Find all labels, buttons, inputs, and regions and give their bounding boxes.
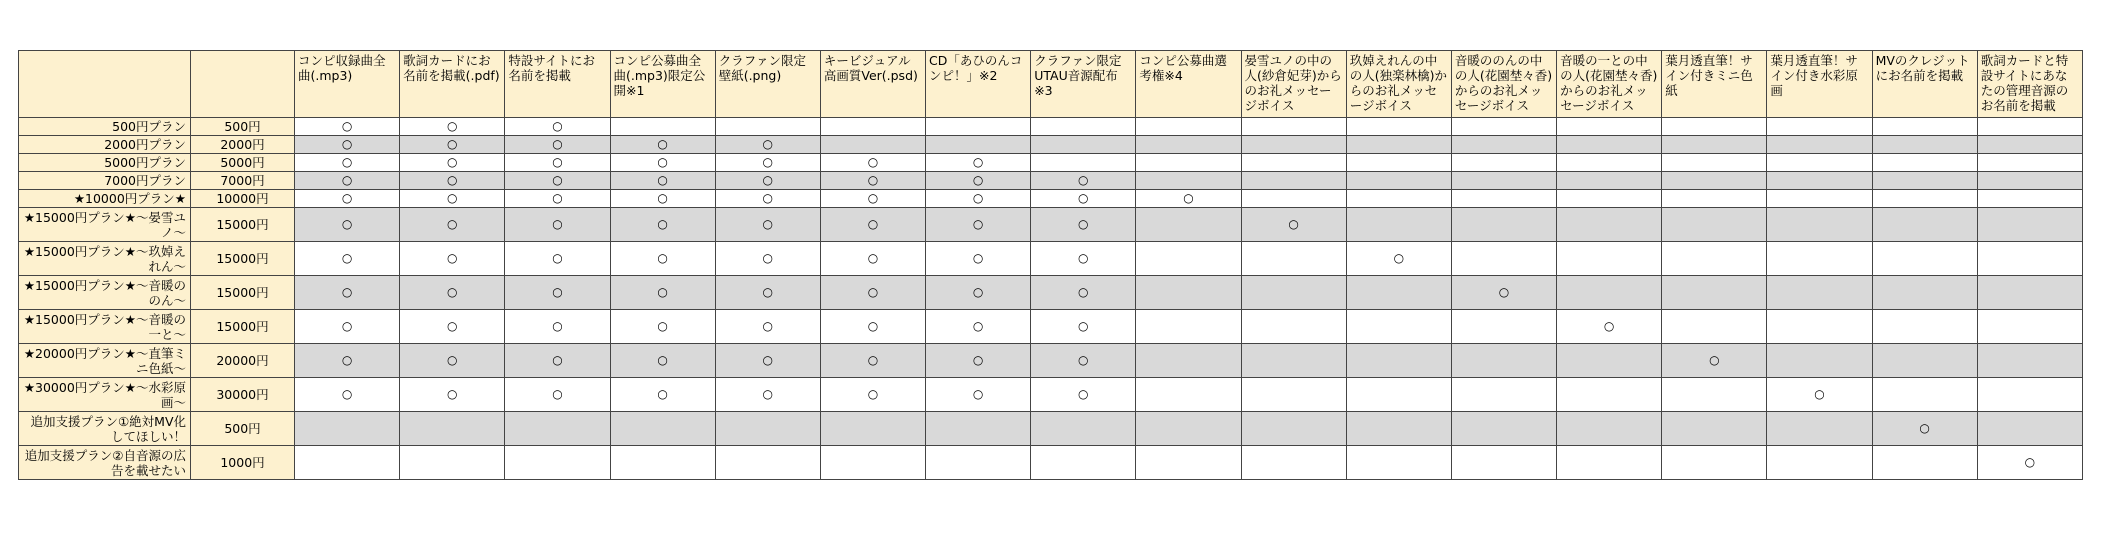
empty-cell (1557, 446, 1662, 480)
empty-cell (1662, 446, 1767, 480)
plan-price-cell: 2000円 (191, 136, 295, 154)
empty-cell (1872, 190, 1977, 208)
empty-cell (1872, 154, 1977, 172)
included-mark: ○ (505, 310, 610, 344)
empty-cell (1557, 242, 1662, 276)
empty-cell (400, 446, 505, 480)
empty-cell (1557, 190, 1662, 208)
empty-cell (1346, 446, 1451, 480)
plan-name-cell: ★15000円プラン★～音暖の一と～ (19, 310, 191, 344)
empty-cell (1136, 446, 1241, 480)
included-mark: ○ (715, 276, 820, 310)
included-mark: ○ (295, 276, 400, 310)
empty-cell (1872, 172, 1977, 190)
empty-cell (1557, 276, 1662, 310)
empty-cell (1346, 412, 1451, 446)
column-header: CD「あひのんコンピ！」※2 (926, 51, 1031, 118)
column-header: 玖婥えれんの中の人(独楽林檎)からのお礼メッセージボイス (1346, 51, 1451, 118)
empty-cell (1241, 118, 1346, 136)
plan-price-cell: 30000円 (191, 378, 295, 412)
empty-cell (1767, 344, 1872, 378)
column-header: 歌詞カードと特設サイトにあなたの管理音源のお名前を掲載 (1977, 51, 2082, 118)
included-mark: ○ (610, 190, 715, 208)
column-header: 晏雪ユノの中の人(紗倉妃芽)からのお礼メッセージボイス (1241, 51, 1346, 118)
plan-name-cell: 500円プラン (19, 118, 191, 136)
included-mark: ○ (295, 310, 400, 344)
included-mark: ○ (1031, 172, 1136, 190)
included-mark: ○ (926, 190, 1031, 208)
included-mark: ○ (820, 172, 925, 190)
included-mark: ○ (610, 208, 715, 242)
plan-name-cell: ★15000円プラン★～音暖ののん～ (19, 276, 191, 310)
table-row (19, 344, 2083, 378)
included-mark: ○ (715, 242, 820, 276)
empty-cell (1136, 118, 1241, 136)
empty-cell (610, 446, 715, 480)
table-row (19, 172, 2083, 190)
included-mark: ○ (295, 344, 400, 378)
table-row (19, 242, 2083, 276)
empty-cell (1557, 344, 1662, 378)
empty-cell (1662, 118, 1767, 136)
included-mark: ○ (400, 172, 505, 190)
empty-cell (1977, 136, 2082, 154)
included-mark: ○ (715, 208, 820, 242)
empty-cell (1872, 118, 1977, 136)
included-mark: ○ (926, 344, 1031, 378)
plan-name-cell: ★30000円プラン★～水彩原画～ (19, 378, 191, 412)
empty-cell (1662, 172, 1767, 190)
table-row (19, 276, 2083, 310)
plan-price-cell: 7000円 (191, 172, 295, 190)
empty-cell (1662, 242, 1767, 276)
table-row (19, 412, 2083, 446)
empty-cell (1662, 154, 1767, 172)
empty-cell (1662, 412, 1767, 446)
empty-cell (1767, 242, 1872, 276)
included-mark: ○ (1241, 208, 1346, 242)
empty-cell (1346, 190, 1451, 208)
empty-cell (295, 412, 400, 446)
empty-cell (1662, 190, 1767, 208)
empty-cell (1451, 208, 1556, 242)
included-mark: ○ (295, 154, 400, 172)
plan-price-cell: 5000円 (191, 154, 295, 172)
plan-name-cell: 追加支援プラン②自音源の広告を載せたい (19, 446, 191, 480)
included-mark: ○ (926, 276, 1031, 310)
empty-cell (1767, 412, 1872, 446)
column-header: 特設サイトにお名前を掲載 (505, 51, 610, 118)
empty-cell (1031, 118, 1136, 136)
empty-cell (1662, 208, 1767, 242)
included-mark: ○ (610, 242, 715, 276)
included-mark: ○ (820, 276, 925, 310)
empty-cell (1031, 446, 1136, 480)
empty-cell (1451, 190, 1556, 208)
empty-cell (1451, 136, 1556, 154)
empty-cell (1872, 378, 1977, 412)
empty-cell (1451, 242, 1556, 276)
empty-cell (1451, 446, 1556, 480)
empty-cell (295, 446, 400, 480)
included-mark: ○ (505, 190, 610, 208)
included-mark: ○ (926, 378, 1031, 412)
empty-cell (820, 118, 925, 136)
included-mark: ○ (295, 208, 400, 242)
empty-cell (1136, 412, 1241, 446)
included-mark: ○ (926, 310, 1031, 344)
included-mark: ○ (820, 154, 925, 172)
included-mark: ○ (1872, 412, 1977, 446)
corner-cell-name (19, 51, 191, 118)
included-mark: ○ (1557, 310, 1662, 344)
included-mark: ○ (610, 276, 715, 310)
column-header: MVのクレジットにお名前を掲載 (1872, 51, 1977, 118)
included-mark: ○ (1031, 344, 1136, 378)
plan-name-cell: 7000円プラン (19, 172, 191, 190)
empty-cell (1346, 172, 1451, 190)
plan-price-cell: 1000円 (191, 446, 295, 480)
table-row (19, 310, 2083, 344)
empty-cell (1136, 154, 1241, 172)
empty-cell (1977, 344, 2082, 378)
empty-cell (1451, 378, 1556, 412)
table-row (19, 190, 2083, 208)
empty-cell (400, 412, 505, 446)
column-header: 葉月透直筆！サイン付き水彩原画 (1767, 51, 1872, 118)
included-mark: ○ (610, 378, 715, 412)
included-mark: ○ (400, 208, 505, 242)
empty-cell (926, 136, 1031, 154)
empty-cell (1872, 208, 1977, 242)
included-mark: ○ (1031, 276, 1136, 310)
empty-cell (1451, 412, 1556, 446)
included-mark: ○ (820, 378, 925, 412)
empty-cell (1346, 378, 1451, 412)
empty-cell (1662, 276, 1767, 310)
empty-cell (1872, 276, 1977, 310)
empty-cell (1557, 208, 1662, 242)
empty-cell (1136, 242, 1241, 276)
plan-price-cell: 10000円 (191, 190, 295, 208)
included-mark: ○ (820, 344, 925, 378)
empty-cell (1346, 118, 1451, 136)
included-mark: ○ (1031, 378, 1136, 412)
empty-cell (1241, 242, 1346, 276)
column-header: コンピ公募曲選考権※4 (1136, 51, 1241, 118)
empty-cell (1767, 208, 1872, 242)
empty-cell (1872, 136, 1977, 154)
empty-cell (820, 446, 925, 480)
table-row (19, 378, 2083, 412)
column-header: 歌詞カードにお名前を掲載(.pdf) (400, 51, 505, 118)
empty-cell (1136, 172, 1241, 190)
empty-cell (1767, 154, 1872, 172)
plan-name-cell: ★20000円プラン★～直筆ミニ色紙～ (19, 344, 191, 378)
table-row (19, 446, 2083, 480)
included-mark: ○ (400, 190, 505, 208)
included-mark: ○ (715, 154, 820, 172)
included-mark: ○ (400, 310, 505, 344)
included-mark: ○ (505, 208, 610, 242)
empty-cell (1241, 310, 1346, 344)
empty-cell (1767, 446, 1872, 480)
included-mark: ○ (820, 208, 925, 242)
included-mark: ○ (295, 378, 400, 412)
included-mark: ○ (505, 276, 610, 310)
empty-cell (1977, 310, 2082, 344)
included-mark: ○ (1346, 242, 1451, 276)
empty-cell (1662, 310, 1767, 344)
empty-cell (1031, 154, 1136, 172)
column-header: クラファン限定壁紙(.png) (715, 51, 820, 118)
included-mark: ○ (820, 310, 925, 344)
reward-plan-table (18, 50, 2083, 480)
included-mark: ○ (715, 378, 820, 412)
plan-name-cell: ★15000円プラン★～玖婥えれん～ (19, 242, 191, 276)
included-mark: ○ (610, 172, 715, 190)
included-mark: ○ (400, 154, 505, 172)
empty-cell (1767, 172, 1872, 190)
empty-cell (505, 446, 610, 480)
empty-cell (1241, 190, 1346, 208)
empty-cell (1977, 242, 2082, 276)
empty-cell (1136, 136, 1241, 154)
empty-cell (1767, 136, 1872, 154)
empty-cell (1241, 136, 1346, 154)
column-header: コンピ収録曲全曲(.mp3) (295, 51, 400, 118)
empty-cell (1136, 310, 1241, 344)
empty-cell (1136, 344, 1241, 378)
included-mark: ○ (505, 136, 610, 154)
table-row (19, 136, 2083, 154)
empty-cell (1767, 310, 1872, 344)
included-mark: ○ (926, 208, 1031, 242)
included-mark: ○ (715, 190, 820, 208)
empty-cell (1977, 378, 2082, 412)
column-header: キービジュアル高画質Ver(.psd) (820, 51, 925, 118)
empty-cell (1767, 276, 1872, 310)
included-mark: ○ (400, 118, 505, 136)
empty-cell (1241, 154, 1346, 172)
empty-cell (505, 412, 610, 446)
plan-price-cell: 15000円 (191, 276, 295, 310)
empty-cell (1977, 208, 2082, 242)
column-header: 葉月透直筆！サイン付きミニ色紙 (1662, 51, 1767, 118)
plan-name-cell: ★15000円プラン★～晏雪ユノ～ (19, 208, 191, 242)
included-mark: ○ (400, 378, 505, 412)
plan-price-cell: 500円 (191, 118, 295, 136)
included-mark: ○ (505, 172, 610, 190)
plan-price-cell: 15000円 (191, 242, 295, 276)
empty-cell (1872, 242, 1977, 276)
empty-cell (1662, 378, 1767, 412)
included-mark: ○ (610, 136, 715, 154)
empty-cell (820, 412, 925, 446)
included-mark: ○ (505, 242, 610, 276)
plan-name-cell: 5000円プラン (19, 154, 191, 172)
table-row (19, 118, 2083, 136)
empty-cell (1346, 310, 1451, 344)
empty-cell (1451, 344, 1556, 378)
empty-cell (1346, 208, 1451, 242)
included-mark: ○ (715, 344, 820, 378)
empty-cell (1241, 412, 1346, 446)
included-mark: ○ (610, 154, 715, 172)
empty-cell (1977, 190, 2082, 208)
empty-cell (715, 446, 820, 480)
included-mark: ○ (1136, 190, 1241, 208)
empty-cell (610, 118, 715, 136)
empty-cell (820, 136, 925, 154)
plan-price-cell: 15000円 (191, 310, 295, 344)
included-mark: ○ (926, 154, 1031, 172)
included-mark: ○ (400, 242, 505, 276)
included-mark: ○ (926, 242, 1031, 276)
plan-name-cell: 2000円プラン (19, 136, 191, 154)
included-mark: ○ (820, 190, 925, 208)
empty-cell (1346, 154, 1451, 172)
empty-cell (1241, 172, 1346, 190)
column-header: クラファン限定UTAU音源配布※3 (1031, 51, 1136, 118)
empty-cell (1557, 172, 1662, 190)
included-mark: ○ (295, 242, 400, 276)
included-mark: ○ (1031, 310, 1136, 344)
empty-cell (1977, 118, 2082, 136)
plan-price-cell: 20000円 (191, 344, 295, 378)
empty-cell (1241, 276, 1346, 310)
included-mark: ○ (400, 344, 505, 378)
included-mark: ○ (295, 118, 400, 136)
empty-cell (926, 118, 1031, 136)
plan-name-cell: ★10000円プラン★ (19, 190, 191, 208)
plan-name-cell: 追加支援プラン①絶対MV化してほしい！ (19, 412, 191, 446)
included-mark: ○ (1031, 208, 1136, 242)
empty-cell (1031, 412, 1136, 446)
included-mark: ○ (610, 310, 715, 344)
empty-cell (1346, 344, 1451, 378)
empty-cell (1557, 154, 1662, 172)
included-mark: ○ (715, 136, 820, 154)
empty-cell (1662, 136, 1767, 154)
empty-cell (1872, 446, 1977, 480)
empty-cell (1241, 446, 1346, 480)
included-mark: ○ (610, 344, 715, 378)
included-mark: ○ (1662, 344, 1767, 378)
empty-cell (1451, 118, 1556, 136)
empty-cell (1136, 378, 1241, 412)
empty-cell (1557, 412, 1662, 446)
empty-cell (926, 446, 1031, 480)
plan-price-cell: 15000円 (191, 208, 295, 242)
empty-cell (1136, 208, 1241, 242)
empty-cell (1451, 310, 1556, 344)
included-mark: ○ (400, 276, 505, 310)
empty-cell (1031, 136, 1136, 154)
empty-cell (1557, 118, 1662, 136)
included-mark: ○ (926, 172, 1031, 190)
empty-cell (610, 412, 715, 446)
empty-cell (1346, 276, 1451, 310)
plan-price-cell: 500円 (191, 412, 295, 446)
empty-cell (1241, 378, 1346, 412)
included-mark: ○ (505, 154, 610, 172)
included-mark: ○ (400, 136, 505, 154)
empty-cell (1241, 344, 1346, 378)
included-mark: ○ (715, 172, 820, 190)
table-row (19, 208, 2083, 242)
column-header: 音暖ののんの中の人(花園埜々香)からのお礼メッセージボイス (1451, 51, 1556, 118)
included-mark: ○ (1031, 190, 1136, 208)
empty-cell (1451, 154, 1556, 172)
included-mark: ○ (505, 118, 610, 136)
corner-cell-price (191, 51, 295, 118)
empty-cell (1767, 190, 1872, 208)
included-mark: ○ (295, 190, 400, 208)
column-header: コンピ公募曲全曲(.mp3)限定公開※1 (610, 51, 715, 118)
empty-cell (1977, 154, 2082, 172)
empty-cell (1557, 136, 1662, 154)
empty-cell (1451, 172, 1556, 190)
included-mark: ○ (295, 172, 400, 190)
column-header: 音暖の一との中の人(花園埜々香)からのお礼メッセージボイス (1557, 51, 1662, 118)
included-mark: ○ (820, 242, 925, 276)
empty-cell (1872, 344, 1977, 378)
included-mark: ○ (1977, 446, 2082, 480)
included-mark: ○ (1767, 378, 1872, 412)
empty-cell (1767, 118, 1872, 136)
empty-cell (926, 412, 1031, 446)
table-row (19, 154, 2083, 172)
included-mark: ○ (1031, 242, 1136, 276)
empty-cell (1136, 276, 1241, 310)
empty-cell (1557, 378, 1662, 412)
empty-cell (1346, 136, 1451, 154)
empty-cell (1977, 276, 2082, 310)
included-mark: ○ (295, 136, 400, 154)
empty-cell (715, 412, 820, 446)
empty-cell (1872, 310, 1977, 344)
included-mark: ○ (715, 310, 820, 344)
empty-cell (1977, 412, 2082, 446)
empty-cell (715, 118, 820, 136)
included-mark: ○ (505, 378, 610, 412)
empty-cell (1977, 172, 2082, 190)
included-mark: ○ (1451, 276, 1556, 310)
header-row (19, 51, 2083, 118)
included-mark: ○ (505, 344, 610, 378)
